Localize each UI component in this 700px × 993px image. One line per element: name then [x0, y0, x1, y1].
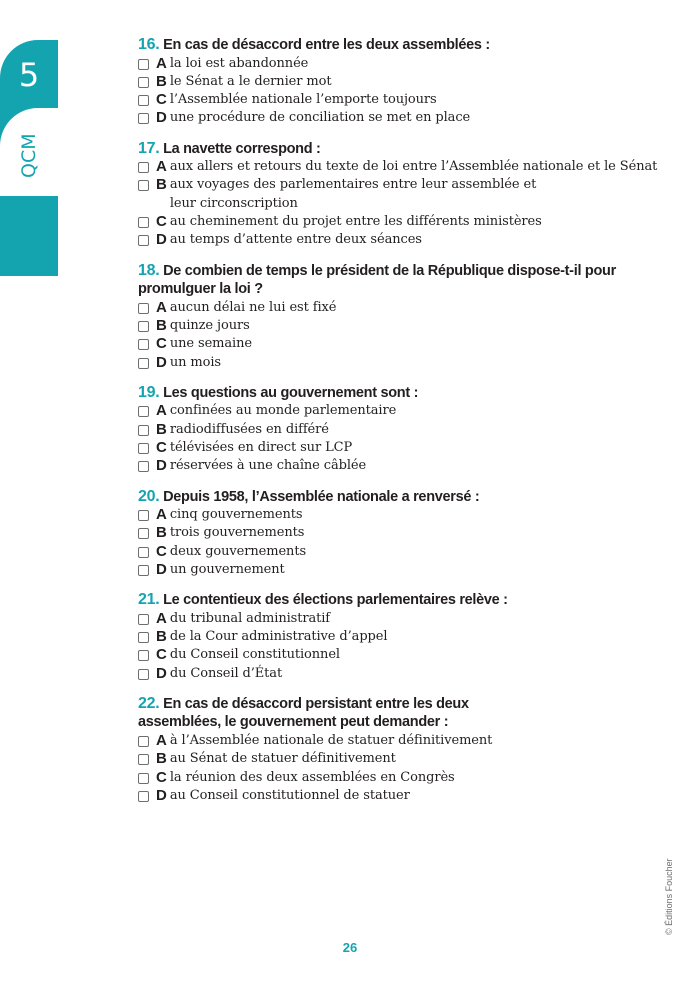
option-letter: B — [156, 420, 167, 438]
option-text: réservées à une chaîne câblée — [169, 458, 367, 474]
option-text: aux voyages des parlementaires entre leur assemblée et leur circonscription — [169, 177, 537, 211]
question-text: En cas de désaccord entre les deux assemblées : — [163, 37, 490, 53]
option-text: deux gouvernements — [169, 543, 307, 559]
option-b[interactable] — [138, 73, 658, 91]
section-label: QCM — [18, 133, 40, 178]
question-text: Le contentieux des élections parlementaires relève : — [163, 592, 508, 609]
option-d[interactable] — [138, 787, 658, 805]
option-a[interactable] — [138, 732, 658, 750]
option-a[interactable] — [138, 158, 658, 176]
option-letter: C — [156, 213, 167, 231]
option-letter: D — [156, 457, 167, 475]
question-18 — [138, 262, 658, 372]
option-letter: B — [156, 176, 167, 194]
questions-list — [138, 36, 658, 817]
checkbox-icon[interactable] — [138, 162, 149, 173]
option-text: un gouvernement — [169, 561, 285, 577]
option-letter: C — [156, 768, 167, 786]
option-b[interactable] — [138, 750, 658, 768]
question-number: 19. — [138, 383, 160, 401]
option-text: au Conseil constitutionnel de statuer — [169, 787, 410, 803]
checkbox-icon[interactable] — [138, 180, 149, 191]
option-d[interactable] — [138, 561, 658, 579]
option-c[interactable] — [138, 769, 658, 787]
option-d[interactable] — [138, 109, 658, 127]
checkbox-icon[interactable] — [138, 235, 149, 246]
option-text: du Conseil d’État — [169, 665, 283, 681]
question-number: 18. — [138, 261, 160, 279]
option-text: la réunion des deux assemblées en Congrès — [169, 769, 455, 785]
option-b[interactable] — [138, 421, 658, 439]
option-d[interactable] — [138, 665, 658, 683]
option-letter: D — [156, 786, 167, 804]
question-text: Les questions au gouvernement sont : — [163, 384, 419, 401]
option-text: le Sénat a le dernier mot — [169, 73, 332, 89]
option-text: un mois — [169, 354, 222, 370]
option-a[interactable] — [138, 506, 658, 524]
chapter-number: 5 — [18, 56, 40, 94]
option-text: télévisées en direct sur LCP — [169, 439, 353, 455]
option-text: à l’Assemblée nationale de statuer définitivement — [169, 732, 493, 748]
checkbox-icon[interactable] — [138, 736, 149, 747]
checkbox-icon[interactable] — [138, 461, 149, 472]
option-letter: C — [156, 542, 167, 560]
option-text: quinze jours — [169, 317, 250, 333]
question-16 — [138, 36, 658, 128]
question-number: 16. — [138, 36, 160, 53]
checkbox-icon[interactable] — [138, 321, 149, 332]
option-letter: D — [156, 109, 167, 127]
option-text: aucun délai ne lui est fixé — [169, 299, 337, 315]
option-text: aux allers et retours du texte de loi entre l’Assemblée nationale et le Sénat — [169, 159, 658, 175]
option-b[interactable] — [138, 317, 658, 335]
option-letter: D — [156, 560, 167, 578]
question-17 — [138, 140, 658, 250]
checkbox-icon[interactable] — [138, 406, 149, 417]
option-d[interactable] — [138, 354, 658, 372]
option-letter: A — [156, 54, 167, 72]
question-number: 17. — [138, 139, 160, 157]
checkbox-icon[interactable] — [138, 565, 149, 576]
option-text: confinées au monde parlementaire — [169, 403, 397, 419]
option-text: l’Assemblée nationale l’emporte toujours — [169, 92, 437, 108]
option-letter: D — [156, 353, 167, 371]
option-text: une semaine — [169, 336, 252, 352]
option-text: cinq gouvernements — [169, 507, 303, 523]
option-a[interactable] — [138, 299, 658, 317]
option-letter: A — [156, 158, 167, 176]
option-text: une procédure de conciliation se met en place — [169, 110, 471, 126]
option-text: du Conseil constitutionnel — [169, 647, 340, 663]
checkbox-icon[interactable] — [138, 113, 149, 124]
question-number: 22. — [138, 694, 160, 712]
option-letter: D — [156, 231, 167, 249]
option-text: au cheminement du projet entre les différents ministères — [169, 214, 542, 230]
option-letter: B — [156, 628, 167, 646]
option-text: radiodiffusées en différé — [169, 421, 329, 437]
checkbox-icon[interactable] — [138, 339, 149, 350]
question-title — [138, 591, 658, 610]
checkbox-icon[interactable] — [138, 528, 149, 539]
question-20 — [138, 488, 658, 580]
option-letter: C — [156, 335, 167, 353]
question-number: 20. — [138, 487, 160, 505]
checkbox-icon[interactable] — [138, 95, 149, 106]
option-letter: C — [156, 646, 167, 664]
question-title — [138, 695, 538, 732]
option-letter: C — [156, 438, 167, 456]
checkbox-icon[interactable] — [138, 59, 149, 70]
checkbox-icon[interactable] — [138, 614, 149, 625]
option-b[interactable] — [138, 524, 658, 542]
checkbox-icon[interactable] — [138, 217, 149, 228]
option-d[interactable] — [138, 231, 658, 249]
question-title — [138, 384, 658, 403]
option-letter: A — [156, 506, 167, 524]
checkbox-icon[interactable] — [138, 425, 149, 436]
question-text: Depuis 1958, l’Assemblée nationale a renversé : — [163, 488, 480, 505]
option-c[interactable] — [138, 335, 658, 353]
checkbox-icon[interactable] — [138, 791, 149, 802]
checkbox-icon[interactable] — [138, 443, 149, 454]
option-letter: A — [156, 731, 167, 749]
checkbox-icon[interactable] — [138, 754, 149, 765]
checkbox-icon[interactable] — [138, 303, 149, 314]
option-c[interactable] — [138, 213, 658, 231]
question-number: 21. — [138, 591, 160, 609]
page-number: 26 — [342, 940, 358, 955]
option-text: du tribunal administratif — [169, 610, 331, 626]
checkbox-icon[interactable] — [138, 650, 149, 661]
question-text: En cas de désaccord persistant entre les deux assemblées, le gouvernement peut demander : — [138, 695, 469, 731]
option-text: la loi est abandonnée — [169, 55, 309, 71]
question-19 — [138, 384, 658, 476]
checkbox-icon[interactable] — [138, 358, 149, 369]
option-letter: D — [156, 664, 167, 682]
option-text: au Sénat de statuer définitivement — [169, 751, 396, 767]
question-title — [138, 262, 658, 299]
checkbox-icon[interactable] — [138, 77, 149, 88]
option-text: au temps d’attente entre deux séances — [169, 232, 422, 248]
checkbox-icon[interactable] — [138, 547, 149, 558]
option-letter: A — [156, 402, 167, 420]
checkbox-icon[interactable] — [138, 632, 149, 643]
option-letter: A — [156, 609, 167, 627]
question-text: La navette correspond : — [163, 140, 321, 157]
option-c[interactable] — [138, 646, 658, 664]
option-text: de la Cour administrative d’appel — [169, 629, 388, 645]
option-letter: B — [156, 72, 167, 90]
question-title — [138, 36, 658, 55]
option-a[interactable] — [138, 610, 658, 628]
option-letter: B — [156, 750, 167, 768]
checkbox-icon[interactable] — [138, 510, 149, 521]
option-letter: C — [156, 91, 167, 109]
question-21 — [138, 591, 658, 683]
question-title — [138, 140, 658, 159]
question-text: De combien de temps le président de la République dispose-t-il pour promulguer la loi ? — [138, 262, 616, 298]
checkbox-icon[interactable] — [138, 669, 149, 680]
option-letter: B — [156, 316, 167, 334]
option-b[interactable] — [138, 176, 658, 213]
option-c[interactable] — [138, 543, 658, 561]
option-b[interactable] — [138, 628, 658, 646]
option-c[interactable] — [138, 91, 658, 109]
option-letter: B — [156, 524, 167, 542]
question-title — [138, 488, 658, 507]
option-d[interactable] — [138, 457, 658, 475]
option-a[interactable] — [138, 55, 658, 73]
option-c[interactable] — [138, 439, 658, 457]
option-a[interactable] — [138, 402, 658, 420]
option-letter: A — [156, 298, 167, 316]
question-22 — [138, 695, 658, 805]
chapter-tab-lower — [0, 196, 58, 276]
checkbox-icon[interactable] — [138, 773, 149, 784]
option-text: trois gouvernements — [169, 525, 305, 541]
copyright-notice: © Éditions Foucher — [664, 858, 674, 935]
